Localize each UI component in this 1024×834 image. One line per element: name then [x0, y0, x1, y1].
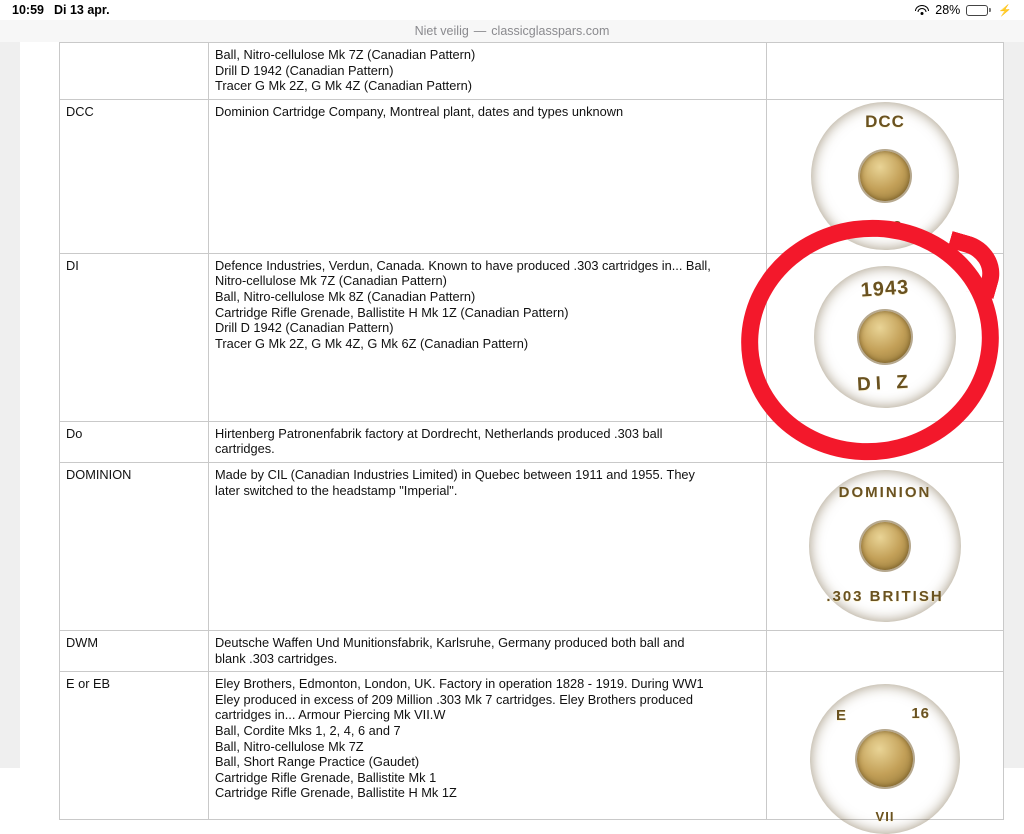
- desc-line: Dominion Cartridge Company, Montreal plant, dates and types unknown: [215, 103, 624, 119]
- browser-address-bar[interactable]: [0, 20, 1024, 43]
- desc-line: Eley Brothers, Edmonton, London, UK. Factory in operation 1828 - 1919. During WW1: [215, 676, 704, 692]
- cartridge-headstamp: [810, 684, 960, 834]
- desc-line: Ball, Nitro-cellulose Mk 8Z (Canadian Pattern): [215, 288, 476, 304]
- headstamp-top-right-text: 16: [911, 705, 930, 723]
- ios-status-bar: [0, 0, 1024, 20]
- cell-description: [209, 253, 767, 421]
- table-row: [60, 630, 1004, 671]
- cell-image: [767, 99, 1004, 253]
- table-row: [60, 462, 1004, 630]
- page-domain-label: classicglasspars.com: [491, 24, 610, 38]
- desc-line: later switched to the headstamp "Imperial".: [215, 482, 458, 498]
- table-row: [60, 43, 1004, 100]
- headstamp-table: [59, 42, 1004, 824]
- cell-description: [209, 99, 767, 253]
- battery-percent-label: 28%: [935, 3, 961, 17]
- cell-code: DI: [60, 253, 209, 421]
- address-separator: —: [473, 24, 487, 38]
- primer-circle: [860, 151, 910, 201]
- table-row: [60, 421, 1004, 462]
- desc-line: Ball, Cordite Mks 1, 2, 4, 6 and 7: [215, 722, 401, 738]
- clock-time: 10:59: [12, 3, 44, 17]
- cell-image: [767, 253, 1004, 421]
- desc-line: Ball, Nitro-cellulose Mk 7Z: [215, 738, 364, 754]
- cell-code: DCC: [60, 99, 209, 253]
- headstamp-eley-image: [773, 676, 997, 824]
- cell-code: DOMINION: [60, 462, 209, 630]
- primer-circle: [859, 311, 911, 363]
- desc-line: Cartridge Rifle Grenade, Ballistite Mk 1: [215, 769, 437, 785]
- headstamp-dcc-image: [773, 104, 997, 248]
- cell-code: DWM: [60, 630, 209, 671]
- desc-line: Eley produced in excess of 209 Million .303 Mk 7 cartridges. Eley Brothers produced: [215, 691, 693, 707]
- desc-line: Ball, Short Range Practice (Gaudet): [215, 754, 420, 770]
- lightning-bolt-icon: ⚡: [998, 4, 1012, 17]
- headstamp-bottom-text: VII: [875, 808, 895, 824]
- cell-description: [209, 462, 767, 630]
- cell-image: [767, 462, 1004, 630]
- page-left-margin: [0, 42, 20, 768]
- cell-code: E or EB: [60, 672, 209, 820]
- desc-line: Deutsche Waffen Und Munitionsfabrik, Karlsruhe, Germany produced both ball and: [215, 634, 685, 650]
- desc-line: Cartridge Rifle Grenade, Ballistite H Mk 1Z (Canadian Pattern): [215, 304, 569, 320]
- desc-line: Ball, Nitro-cellulose Mk 7Z (Canadian Pattern): [215, 47, 476, 62]
- cell-code: Do: [60, 421, 209, 462]
- table-row: [60, 672, 1004, 820]
- desc-line: Nitro-cellulose Mk 7Z (Canadian Pattern): [215, 273, 447, 289]
- cell-image-empty: [767, 43, 1004, 100]
- battery-icon: [966, 5, 991, 16]
- desc-line: Hirtenberg Patronenfabrik factory at Dordrecht, Netherlands produced .303 ball: [215, 425, 663, 441]
- headstamp-bottom-text: .303 BRITISH: [826, 588, 944, 606]
- cell-description: [209, 43, 767, 100]
- security-status-label: Niet veilig: [414, 24, 469, 38]
- status-bar-right: [915, 3, 1012, 17]
- table-row: [60, 99, 1004, 253]
- desc-line: cartridges.: [215, 441, 275, 457]
- cartridge-headstamp: [811, 102, 959, 250]
- cell-code: [60, 43, 209, 100]
- headstamp-top-text: DOMINION: [838, 483, 932, 501]
- cartridge-headstamp: [809, 470, 961, 622]
- current-date: Di 13 apr.: [53, 3, 110, 17]
- cell-image-empty: [767, 630, 1004, 671]
- headstamp-bottom-text: .303: [867, 219, 903, 237]
- desc-line: Drill D 1942 (Canadian Pattern): [215, 62, 394, 78]
- headstamp-top-left-text: E: [836, 707, 848, 725]
- desc-line: cartridges in... Armour Piercing Mk VII.W: [215, 707, 446, 723]
- headstamp-top-text: 1943: [859, 276, 910, 302]
- headstamp-bottom-text: DI Z: [856, 371, 914, 396]
- wifi-icon: [915, 5, 929, 16]
- page-right-margin: [1004, 42, 1024, 768]
- desc-line: Tracer G Mk 2Z, G Mk 4Z, G Mk 6Z (Canadian Pattern): [215, 335, 529, 351]
- status-bar-left: [12, 3, 110, 17]
- desc-line: Made by CIL (Canadian Industries Limited) in Quebec between 1911 and 1955. They: [215, 466, 695, 482]
- headstamp-top-text: DCC: [865, 111, 905, 131]
- cell-image-empty: [767, 421, 1004, 462]
- headstamp-di-image: [773, 258, 997, 416]
- desc-line: Cartridge Rifle Grenade, Ballistite H Mk 1Z: [215, 785, 457, 801]
- primer-circle: [857, 731, 913, 787]
- table-row: [60, 253, 1004, 421]
- cell-description: [209, 672, 767, 820]
- cell-image: [767, 672, 1004, 824]
- cartridge-headstamp: [814, 266, 956, 408]
- desc-line: Tracer G Mk 2Z, G Mk 4Z (Canadian Pattern): [215, 78, 472, 94]
- web-page-content: [0, 42, 1024, 824]
- primer-circle: [861, 522, 909, 570]
- desc-line: blank .303 cartridges.: [215, 650, 338, 666]
- cell-description: [209, 421, 767, 462]
- headstamp-dominion-image: [773, 467, 997, 625]
- desc-line: Drill D 1942 (Canadian Pattern): [215, 320, 394, 336]
- desc-line: Defence Industries, Verdun, Canada. Known to have produced .303 cartridges in... Ball,: [215, 257, 711, 273]
- cell-description: [209, 630, 767, 671]
